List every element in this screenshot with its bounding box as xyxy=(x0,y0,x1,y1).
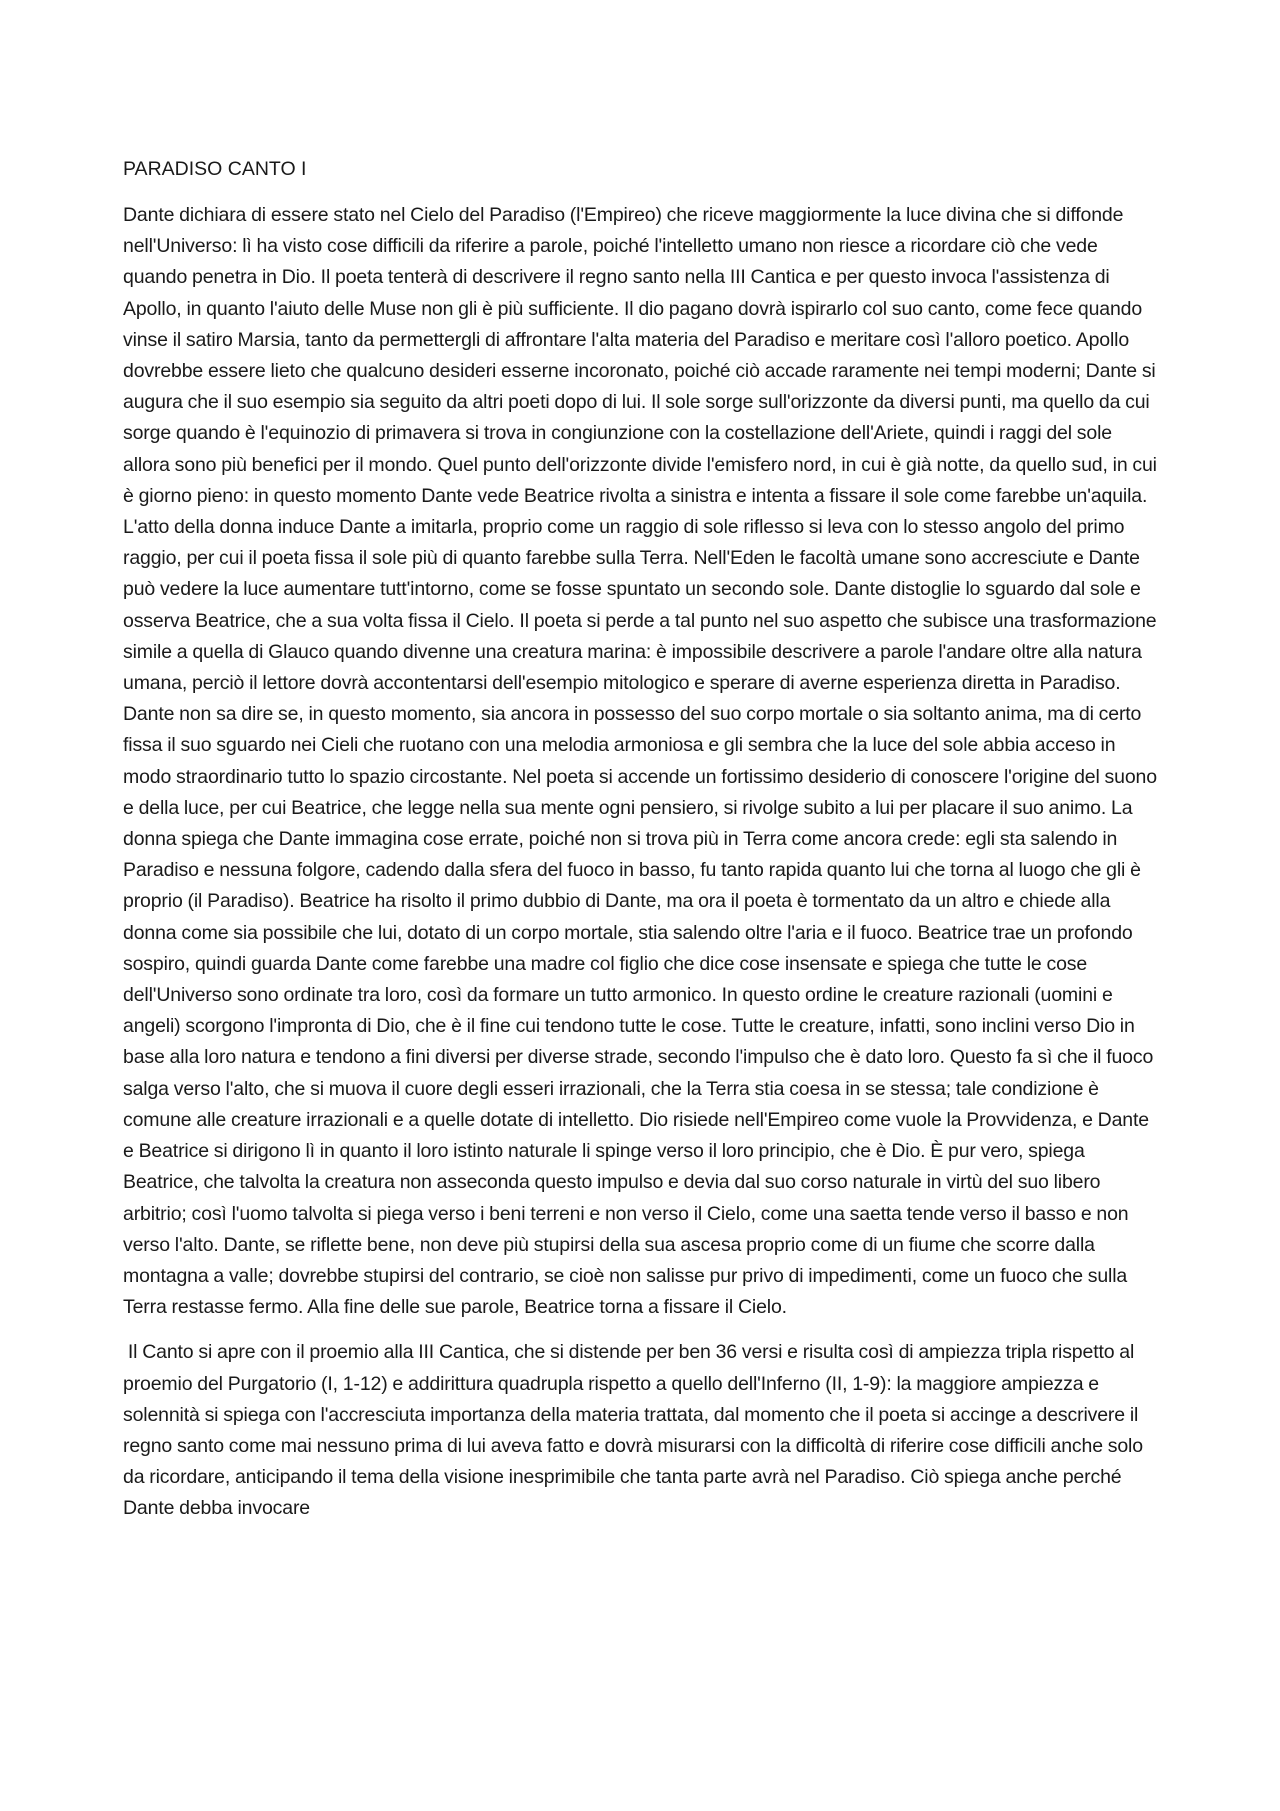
summary-paragraph: Dante dichiara di essere stato nel Cielo del Paradiso (l'Empireo) che riceve maggiormente la luce divina che si diffonde nell'Universo: lì ha visto cose difficili da riferire a parole, poiché l'intelletto umano non riesce a ricordare ciò che vede quando penetra in Dio. Il poeta tenterà di descrivere il regno santo nella III Cantica e per questo invoca l'assistenza di Apollo, in quanto l'aiuto delle Muse non gli è più sufficiente. Il dio pagano dovrà ispirarlo col suo canto, come fece quando vinse il satiro Marsia, tanto da permettergli di affrontare l'alta materia del Paradiso e meritare così l'alloro poetico. Apollo dovrebbe essere lieto che qualcuno desideri esserne incoronato, poiché ciò accade raramente nei tempi moderni; Dante si augura che il suo esempio sia seguito da altri poeti dopo di lui. Il sole sorge sull'orizzonte da diversi punti, ma quello da cui sorge quando è l'equinozio di primavera si trova in congiunzione con la costellazione dell'Ariete, quindi i raggi del sole allora sono più benefici per il mondo. Quel punto dell'orizzonte divide l'emisfero nord, in cui è già notte, da quello sud, in cui è giorno pieno: in questo momento Dante vede Beatrice rivolta a sinistra e intenta a fissare il sole come farebbe un'aquila. L'atto della donna induce Dante a imitarla, proprio come un raggio di sole riflesso si leva con lo stesso angolo del primo raggio, per cui il poeta fissa il sole più di quanto farebbe sulla Terra. Nell'Eden le facoltà umane sono accresciute e Dante può vedere la luce aumentare tutt'intorno, come se fosse spuntato un secondo sole. Dante distoglie lo sguardo dal sole e osserva Beatrice, che a sua volta fissa il Cielo. Il poeta si perde a tal punto nel suo aspetto che subisce una trasformazione simile a quella di Glauco quando divenne una creatura marina: è impossibile descrivere a parole l'andare oltre alla natura umana, perciò il lettore dovrà accontentarsi dell'esempio mitologico e sperare di averne esperienza diretta in Paradiso. Dante non sa dire se, in questo momento, sia ancora in possesso del suo corpo mortale o sia soltanto anima, ma di certo fissa il suo sguardo nei Cieli che ruotano con una melodia armoniosa e gli sembra che la luce del sole abbia acceso in modo straordinario tutto lo spazio circostante. Nel poeta si accende un fortissimo desiderio di conoscere l'origine del suono e della luce, per cui Beatrice, che legge nella sua mente ogni pensiero, si rivolge subito a lui per placare il suo animo. La donna spiega che Dante immagina cose errate, poiché non si trova più in Terra come ancora crede: egli sta salendo in Paradiso e nessuna folgore, cadendo dalla sfera del fuoco in basso, fu tanto rapida quanto lui che torna al luogo che gli è proprio (il Paradiso). Beatrice ha risolto il primo dubbio di Dante, ma ora il poeta è tormentato da un altro e chiede alla donna come sia possibile che lui, dotato di un corpo mortale, stia salendo oltre l'aria e il fuoco. Beatrice trae un profondo sospiro, quindi guarda Dante come farebbe una madre col figlio che dice cose insensate e spiega che tutte le cose dell'Universo sono ordinate tra loro, così da formare un tutto armonico. In questo ordine le creature razionali (uomini e angeli) scorgono l'impronta di Dio, che è il fine cui tendono tutte le cose. Tutte le creature, infatti, sono inclini verso Dio in base alla loro natura e tendono a fini diversi per diverse strade, secondo l'impulso che è dato loro. Questo fa sì che il fuoco salga verso l'alto, che si muova il cuore degli esseri irrazionali, che la Terra stia coesa in se stessa; tale condizione è comune alle creature irrazionali e a quelle dotate di intelletto. Dio risiede nell'Empireo come vuole la Provvidenza, e Dante e Beatrice si dirigono lì in quanto il loro istinto naturale li spinge verso il loro principio, che è Dio. È pur vero, spiega Beatrice, che talvolta la creatura non asseconda questo impulso e devia dal suo corso naturale in virtù del suo libero arbitrio; così l'uomo talvolta si piega verso i beni terreni e non verso il Cielo, come una saetta tende verso il basso e non verso l'alto. Dante, se riflette bene, non deve più stupirsi della sua ascesa proprio come di un fiume che scorre dalla montagna a valle; dovrebbe stupirsi del contrario, se cioè non salisse pur privo di impedimenti, come un fuoco che sulla Terra restasse fermo. Alla fine delle sue parole, Beatrice torna a fissare il Cielo. xyxy=(123,204,1157,1319)
commentary-paragraph: Il Canto si apre con il proemio alla III Cantica, che si distende per ben 36 versi e risulta così di ampiezza tripla rispetto al proemio del Purgatorio (I, 1-12) e addirittura quadrupla rispetto a quello dell'Inferno (II, 1-9): la maggiore ampiezza e solennità si spiega con l'accresciuta importanza della materia trattata, dal momento che il poeta si accinge a descrivere il regno santo come mai nessuno prima di lui aveva fatto e dovrà misurarsi con la difficoltà di riferire cose difficili anche solo da ricordare, anticipando il tema della visione inesprimibile che tanta parte avrà nel Paradiso. Ciò spiega anche perché Dante debba invocare xyxy=(123,1341,1148,1520)
document-title: PARADISO CANTO I xyxy=(123,158,307,180)
